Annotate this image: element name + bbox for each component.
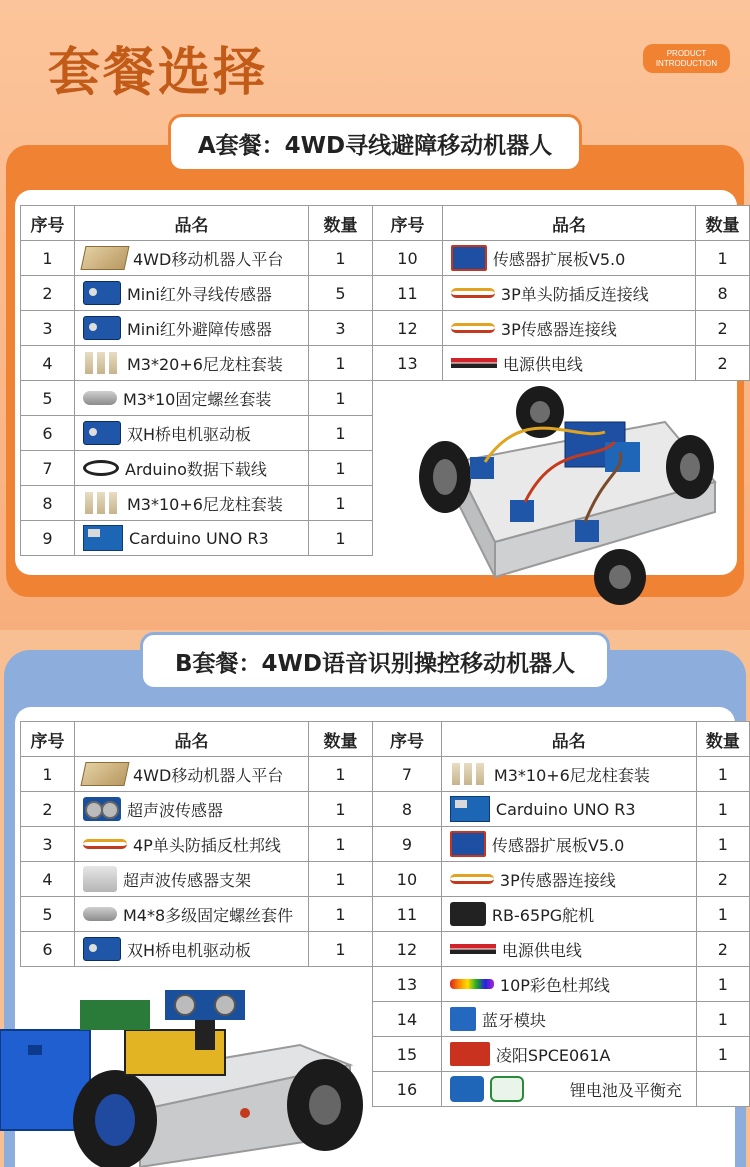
item-name: 双H桥电机驱动板 xyxy=(127,940,252,960)
table-row xyxy=(373,792,750,827)
robot-a-image xyxy=(415,382,725,607)
item-quantity: 1 xyxy=(309,486,373,521)
col-header-no: 序号 xyxy=(373,722,442,757)
item-name-wrap xyxy=(442,1007,696,1031)
item-quantity: 5 xyxy=(309,276,373,311)
item-name: M3*20+6尼龙柱套装 xyxy=(127,354,283,374)
item-name-wrap xyxy=(75,316,308,340)
table-row xyxy=(373,346,750,381)
col-header-name: 品名 xyxy=(441,722,696,757)
item-number: 6 xyxy=(21,416,75,451)
charger-icon xyxy=(490,1076,524,1102)
package-b-table-right xyxy=(372,721,750,1107)
col-header-qty: 数量 xyxy=(309,722,373,757)
chassis-box-icon xyxy=(80,762,129,786)
item-number: 11 xyxy=(373,276,443,311)
expansion-board-icon xyxy=(451,245,487,271)
rainbow-cable-icon xyxy=(450,979,494,989)
col-header-no: 序号 xyxy=(21,722,75,757)
item-name-cell xyxy=(441,1002,696,1037)
item-name: M4*8多级固定螺丝套件 xyxy=(123,905,294,925)
table-header-row xyxy=(21,722,373,757)
item-name: RB-65PG舵机 xyxy=(491,905,595,925)
product-introduction-badge xyxy=(643,44,730,73)
item-quantity xyxy=(696,1072,749,1107)
item-name-wrap xyxy=(75,762,308,786)
item-name: Mini红外避障传感器 xyxy=(127,319,272,339)
item-number: 16 xyxy=(373,1072,442,1107)
table-row xyxy=(373,276,750,311)
item-name: 蓝牙模块 xyxy=(481,1010,546,1030)
table-row xyxy=(373,862,750,897)
item-number: 1 xyxy=(21,757,75,792)
item-name-cell xyxy=(441,827,696,862)
col-header-no: 序号 xyxy=(21,206,75,241)
item-quantity: 1 xyxy=(309,932,373,967)
item-name-wrap xyxy=(442,1076,696,1102)
item-name-wrap xyxy=(443,352,695,375)
table-row xyxy=(21,757,373,792)
item-quantity: 1 xyxy=(696,827,749,862)
table-row xyxy=(373,311,750,346)
item-name-wrap xyxy=(75,525,308,551)
item-quantity: 1 xyxy=(696,897,749,932)
item-name-cell xyxy=(75,346,309,381)
item-name: Arduino数据下载线 xyxy=(125,459,267,479)
item-name-wrap xyxy=(442,796,696,822)
wire-icon xyxy=(451,323,495,333)
item-quantity: 8 xyxy=(696,276,750,311)
item-name-cell xyxy=(75,241,309,276)
item-number: 11 xyxy=(373,897,442,932)
item-name-cell xyxy=(75,276,309,311)
item-quantity: 1 xyxy=(309,241,373,276)
item-name-cell xyxy=(75,486,309,521)
table-row xyxy=(373,932,750,967)
item-name-cell xyxy=(441,897,696,932)
table-row xyxy=(21,416,373,451)
item-number: 10 xyxy=(373,862,442,897)
item-number: 8 xyxy=(373,792,442,827)
item-name: Carduino UNO R3 xyxy=(129,528,269,548)
item-number: 4 xyxy=(21,862,75,897)
item-name-wrap xyxy=(443,317,695,340)
item-name-wrap xyxy=(75,281,308,305)
item-name-wrap xyxy=(443,245,695,271)
motor-driver-icon xyxy=(83,937,121,961)
ultrasonic-sensor-icon xyxy=(83,797,121,821)
table-header-row xyxy=(373,206,750,241)
wire-icon xyxy=(450,874,494,884)
item-name-cell xyxy=(75,757,309,792)
item-number: 6 xyxy=(21,932,75,967)
item-quantity: 1 xyxy=(309,381,373,416)
item-name-wrap xyxy=(442,902,696,926)
item-quantity: 1 xyxy=(309,897,373,932)
col-header-name: 品名 xyxy=(75,722,309,757)
item-name-cell xyxy=(75,932,309,967)
item-name-cell xyxy=(442,311,695,346)
item-name-cell xyxy=(75,897,309,932)
col-header-no: 序号 xyxy=(373,206,443,241)
sensor-bracket-icon xyxy=(83,866,117,892)
item-number: 3 xyxy=(21,311,75,346)
item-name-wrap xyxy=(442,831,696,857)
item-name-wrap xyxy=(75,866,308,892)
item-quantity: 1 xyxy=(309,792,373,827)
screw-icon xyxy=(83,391,117,405)
item-quantity: 2 xyxy=(696,346,750,381)
item-name-wrap xyxy=(442,761,696,787)
table-row xyxy=(373,967,750,1002)
ir-line-sensor-icon xyxy=(83,281,121,305)
badge-line-2: INTRODUCTION xyxy=(655,59,718,68)
table-row xyxy=(21,862,373,897)
power-cable-icon xyxy=(450,944,496,954)
table-row xyxy=(21,827,373,862)
item-name: 凌阳SPCE061A xyxy=(495,1045,611,1065)
servo-icon xyxy=(450,902,486,926)
table-row xyxy=(21,276,373,311)
table-header-row xyxy=(21,206,373,241)
table-row xyxy=(21,451,373,486)
bluetooth-module-icon xyxy=(450,1007,476,1031)
item-name: 传感器扩展板V5.0 xyxy=(492,249,626,269)
expansion-board-icon xyxy=(450,831,486,857)
item-name-cell xyxy=(441,932,696,967)
motor-driver-icon xyxy=(83,421,121,445)
col-header-qty: 数量 xyxy=(696,722,749,757)
item-number: 8 xyxy=(21,486,75,521)
item-number: 12 xyxy=(373,932,442,967)
item-name: M3*10+6尼龙柱套装 xyxy=(127,494,283,514)
ir-obstacle-sensor-icon xyxy=(83,316,121,340)
col-header-qty: 数量 xyxy=(309,206,373,241)
table-row xyxy=(21,241,373,276)
item-name-wrap xyxy=(75,490,308,516)
item-name: 4WD移动机器人平台 xyxy=(133,249,284,269)
uno-board-icon xyxy=(450,796,490,822)
badge-line-1: PRODUCT xyxy=(666,49,707,58)
item-name: 4P单头防插反杜邦线 xyxy=(133,835,281,855)
wire-icon xyxy=(451,288,495,298)
item-name-wrap xyxy=(75,246,308,270)
item-number: 13 xyxy=(373,346,443,381)
package-a-table-right xyxy=(372,205,750,381)
item-number: 7 xyxy=(373,757,442,792)
table-row xyxy=(373,827,750,862)
item-number: 3 xyxy=(21,827,75,862)
item-number: 10 xyxy=(373,241,443,276)
item-name-wrap xyxy=(443,282,695,305)
item-quantity: 1 xyxy=(696,1002,749,1037)
item-name: 电源供电线 xyxy=(501,940,582,960)
item-name-cell xyxy=(75,827,309,862)
item-quantity: 1 xyxy=(309,346,373,381)
item-number: 12 xyxy=(373,311,443,346)
item-number: 4 xyxy=(21,346,75,381)
nylon-pillar-icon xyxy=(83,490,121,516)
item-name: 双H桥电机驱动板 xyxy=(127,424,252,444)
item-name-cell xyxy=(75,311,309,346)
item-number: 9 xyxy=(21,521,75,556)
item-quantity: 1 xyxy=(309,451,373,486)
item-name-cell xyxy=(442,276,695,311)
item-number: 15 xyxy=(373,1037,442,1072)
item-name-cell xyxy=(441,757,696,792)
screw-icon xyxy=(83,907,117,921)
item-name-wrap xyxy=(442,1042,696,1066)
item-name-wrap xyxy=(442,938,696,961)
item-quantity: 1 xyxy=(309,416,373,451)
item-quantity: 1 xyxy=(309,862,373,897)
item-name: 3P传感器连接线 xyxy=(499,870,616,890)
item-number: 2 xyxy=(21,276,75,311)
item-name-cell xyxy=(75,862,309,897)
page-title: 套餐选择 xyxy=(48,43,269,103)
item-number: 14 xyxy=(373,1002,442,1037)
item-number: 2 xyxy=(21,792,75,827)
table-row xyxy=(21,311,373,346)
table-row xyxy=(21,521,373,556)
item-name-cell xyxy=(75,792,309,827)
item-name-wrap xyxy=(75,457,308,480)
item-name-wrap xyxy=(442,973,696,996)
item-name: 3P传感器连接线 xyxy=(500,319,617,339)
item-name-cell xyxy=(75,416,309,451)
nylon-pillar-icon xyxy=(450,761,488,787)
table-row xyxy=(373,757,750,792)
nylon-pillar-icon xyxy=(83,350,121,376)
usb-cable-icon xyxy=(83,460,119,476)
item-name-cell xyxy=(441,1037,696,1072)
item-name: 4WD移动机器人平台 xyxy=(133,765,284,785)
col-header-name: 品名 xyxy=(442,206,695,241)
item-name-cell xyxy=(441,792,696,827)
package-b-table-left xyxy=(20,721,373,967)
item-name: Carduino UNO R3 xyxy=(495,799,636,819)
item-name: 3P单头防插反连接线 xyxy=(500,284,649,304)
item-quantity: 1 xyxy=(309,757,373,792)
item-quantity: 1 xyxy=(309,827,373,862)
item-name: 锂电池及平衡充 xyxy=(569,1080,682,1100)
table-row xyxy=(373,1002,750,1037)
table-row xyxy=(373,1072,750,1107)
spce-board-icon xyxy=(450,1042,490,1066)
battery-icon xyxy=(450,1076,484,1102)
item-number: 7 xyxy=(21,451,75,486)
table-row xyxy=(21,792,373,827)
item-name: M3*10+6尼龙柱套装 xyxy=(493,765,650,785)
col-header-name: 品名 xyxy=(75,206,309,241)
item-quantity: 2 xyxy=(696,311,750,346)
item-name-wrap xyxy=(75,833,308,856)
item-quantity: 2 xyxy=(696,862,749,897)
item-name-wrap xyxy=(75,937,308,961)
table-row xyxy=(21,381,373,416)
table-header-row xyxy=(373,722,750,757)
item-number: 5 xyxy=(21,897,75,932)
item-number: 13 xyxy=(373,967,442,1002)
item-name-cell xyxy=(441,967,696,1002)
item-name: 传感器扩展板V5.0 xyxy=(491,835,625,855)
uno-board-icon xyxy=(83,525,123,551)
package-a-title: A套餐：4WD寻线避障移动机器人 xyxy=(168,114,582,172)
item-name: 超声波传感器 xyxy=(127,800,224,820)
item-name-cell xyxy=(441,1072,696,1107)
power-cable-icon xyxy=(451,358,497,368)
item-name-cell xyxy=(75,451,309,486)
chassis-box-icon xyxy=(80,246,129,270)
item-name-wrap xyxy=(75,797,308,821)
item-name: M3*10固定螺丝套装 xyxy=(123,389,272,409)
item-name-wrap xyxy=(75,350,308,376)
item-name-cell xyxy=(75,521,309,556)
item-name: 10P彩色杜邦线 xyxy=(499,975,610,995)
item-name: Mini红外寻线传感器 xyxy=(127,284,272,304)
item-quantity: 1 xyxy=(309,521,373,556)
item-name-cell xyxy=(441,862,696,897)
item-name-wrap xyxy=(75,903,308,926)
col-header-qty: 数量 xyxy=(696,206,750,241)
table-row xyxy=(373,1037,750,1072)
item-number: 9 xyxy=(373,827,442,862)
item-name: 超声波传感器支架 xyxy=(123,870,252,890)
item-quantity: 1 xyxy=(696,241,750,276)
item-quantity: 1 xyxy=(696,757,749,792)
item-name: 电源供电线 xyxy=(502,354,583,374)
item-number: 5 xyxy=(21,381,75,416)
package-b-title: B套餐：4WD语音识别操控移动机器人 xyxy=(140,632,610,690)
table-row xyxy=(21,486,373,521)
wire-icon xyxy=(83,839,127,849)
item-number: 1 xyxy=(21,241,75,276)
robot-b-image xyxy=(0,985,372,1167)
item-name-cell xyxy=(442,241,695,276)
item-quantity: 2 xyxy=(696,932,749,967)
table-row xyxy=(21,932,373,967)
item-quantity: 3 xyxy=(309,311,373,346)
item-name-wrap xyxy=(75,387,308,410)
table-row xyxy=(373,241,750,276)
table-row xyxy=(373,897,750,932)
item-name-cell xyxy=(75,381,309,416)
item-name-cell xyxy=(442,346,695,381)
item-name-wrap xyxy=(442,868,696,891)
package-a-table-left xyxy=(20,205,373,556)
table-row xyxy=(21,346,373,381)
table-row xyxy=(21,897,373,932)
item-quantity: 1 xyxy=(696,1037,749,1072)
item-quantity: 1 xyxy=(696,792,749,827)
item-name-wrap xyxy=(75,421,308,445)
item-quantity: 1 xyxy=(696,967,749,1002)
